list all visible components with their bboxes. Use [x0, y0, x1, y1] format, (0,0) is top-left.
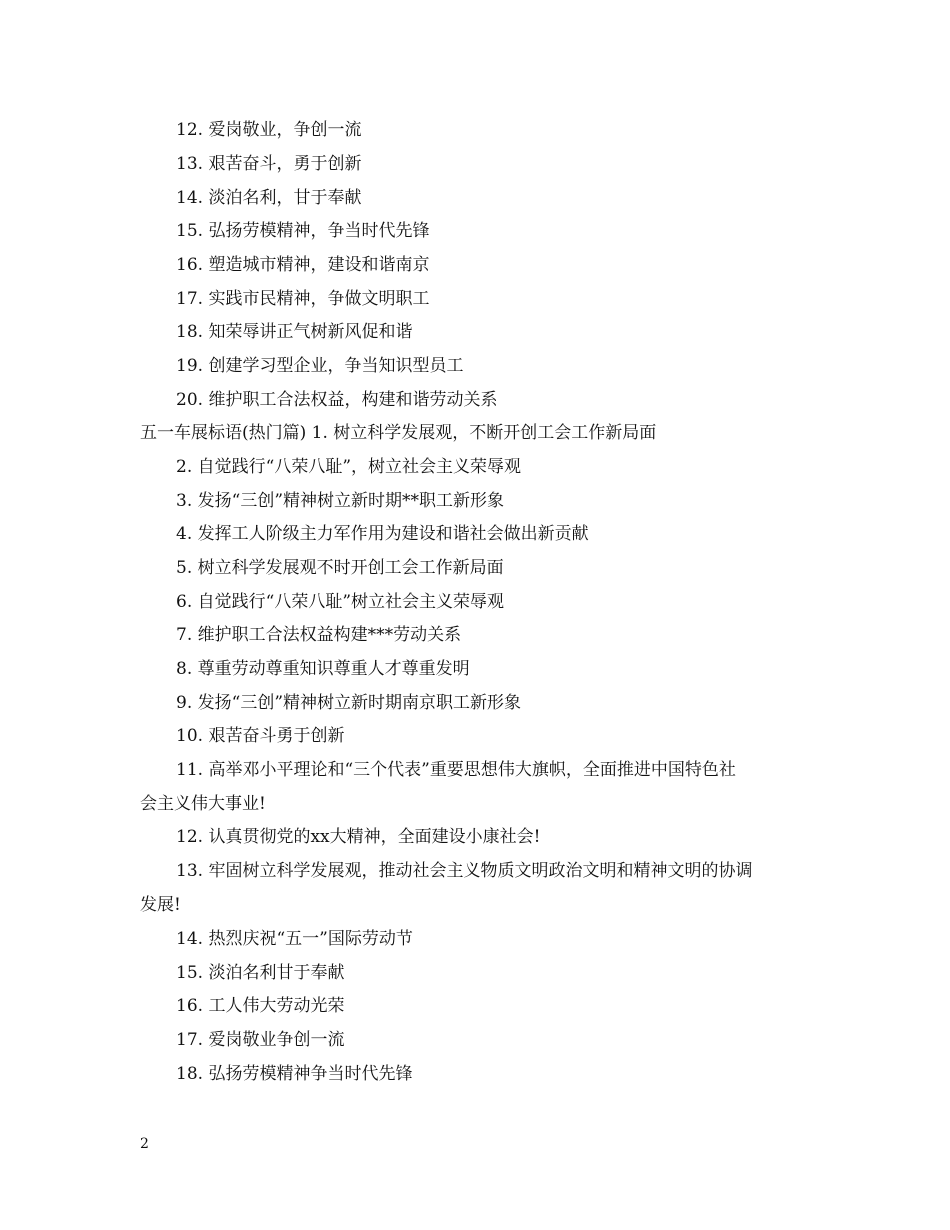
paragraph-line: 2. 自觉践行“八荣八耻”，树立社会主义荣辱观: [176, 457, 522, 477]
paragraph-line: 19. 创建学习型企业，争当知识型员工: [176, 356, 464, 376]
paragraph-line: 8. 尊重劳动尊重知识尊重人才尊重发明: [176, 659, 470, 679]
paragraph-line: 10. 艰苦奋斗勇于创新: [176, 726, 345, 746]
paragraph-line: 7. 维护职工合法权益构建***劳动关系: [176, 625, 462, 645]
paragraph-line: 4. 发挥工人阶级主力军作用为建设和谐社会做出新贡献: [176, 524, 589, 544]
paragraph-line: 16. 塑造城市精神，建设和谐南京: [176, 255, 430, 275]
paragraph-line: 18. 弘扬劳模精神争当时代先锋: [176, 1064, 413, 1084]
paragraph-line: 15. 淡泊名利甘于奉献: [176, 963, 345, 983]
paragraph-line: 17. 实践市民精神，争做文明职工: [176, 289, 430, 309]
paragraph-line: 12. 认真贯彻党的xx大精神，全面建设小康社会!: [176, 827, 541, 847]
paragraph-line: 14. 淡泊名利，甘于奉献: [176, 188, 362, 208]
paragraph-line: 9. 发扬“三创”精神树立新时期南京职工新形象: [176, 693, 522, 713]
paragraph-line: 6. 自觉践行“八荣八耻”树立社会主义荣辱观: [176, 592, 505, 612]
paragraph-line: 20. 维护职工合法权益，构建和谐劳动关系: [176, 390, 498, 410]
paragraph-line: 13. 牢固树立科学发展观，推动社会主义物质文明政治文明和精神文明的协调: [176, 861, 753, 881]
paragraph-line-continuation: 发展!: [140, 895, 181, 915]
paragraph-line: 18. 知荣辱讲正气树新风促和谐: [176, 322, 413, 342]
paragraph-line: 11. 高举邓小平理论和“三个代表”重要思想伟大旗帜，全面推进中国特色社: [176, 760, 736, 780]
paragraph-line: 15. 弘扬劳模精神，争当时代先锋: [176, 221, 430, 241]
paragraph-line: 3. 发扬“三创”精神树立新时期**职工新形象: [176, 491, 505, 511]
paragraph-line: 14. 热烈庆祝“五一”国际劳动节: [176, 929, 413, 949]
paragraph-line: 5. 树立科学发展观不时开创工会工作新局面: [176, 558, 504, 578]
paragraph-line: 17. 爱岗敬业争创一流: [176, 1030, 345, 1050]
section-heading-line: 五一车展标语(热门篇) 1. 树立科学发展观，不断开创工会工作新局面: [140, 423, 657, 443]
paragraph-line: 13. 艰苦奋斗，勇于创新: [176, 154, 362, 174]
paragraph-line-continuation: 会主义伟大事业!: [140, 794, 266, 814]
paragraph-line: 12. 爱岗敬业，争创一流: [176, 120, 362, 140]
page-number: 2: [140, 1136, 149, 1152]
paragraph-line: 16. 工人伟大劳动光荣: [176, 996, 345, 1016]
